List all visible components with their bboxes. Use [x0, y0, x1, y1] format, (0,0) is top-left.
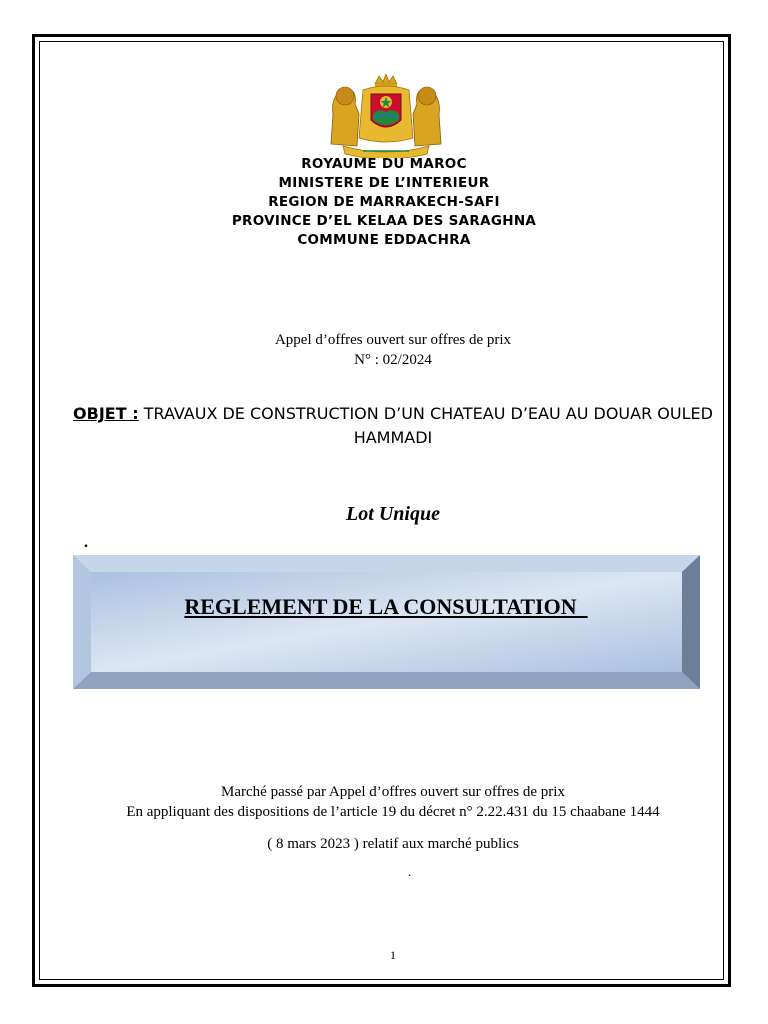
header-line-kingdom: ROYAUME DU MAROC — [301, 156, 467, 172]
stray-dot-bottom: . — [408, 864, 412, 879]
header-line-ministry: MINISTERE DE L’INTERIEUR — [278, 175, 490, 191]
objet-label: OBJET : — [73, 404, 139, 423]
header-line-province: PROVINCE D’EL KELAA DES SARAGHNA — [231, 213, 537, 229]
objet-text: TRAVAUX DE CONSTRUCTION D’UN CHATEAU D’EAU AU DOUAR OULED HAMMADI — [138, 404, 713, 447]
marche-line-2: En appliquant des dispositions de l’article 19 du décret n° 2.22.431 du 15 chaabane 1444 — [126, 804, 660, 820]
marche-line-1: Marché passé par Appel d’offres ouvert sur offres de prix — [221, 784, 565, 800]
header-line-commune: COMMUNE EDDACHRA — [297, 232, 471, 248]
coat-of-arms-icon — [323, 74, 449, 158]
banner-title-text: REGLEMENT DE LA CONSULTATION — [184, 594, 588, 619]
objet-section — [62, 402, 724, 450]
tender-type: Appel d’offres ouvert sur offres de prix — [274, 332, 512, 348]
title-banner — [73, 555, 700, 689]
lot-title: Lot Unique — [346, 503, 440, 525]
header-line-region: REGION DE MARRAKECH-SAFI — [268, 194, 500, 210]
marche-description — [0, 782, 768, 822]
decree-date: ( 8 mars 2023 ) relatif aux marché publics — [267, 836, 519, 852]
issuer-header — [0, 155, 768, 250]
banner-title — [90, 594, 682, 620]
page-number: 1 — [390, 948, 396, 962]
tender-notice — [0, 330, 768, 370]
stray-dot: . — [84, 534, 88, 551]
tender-number: N° : 02/2024 — [354, 352, 432, 368]
